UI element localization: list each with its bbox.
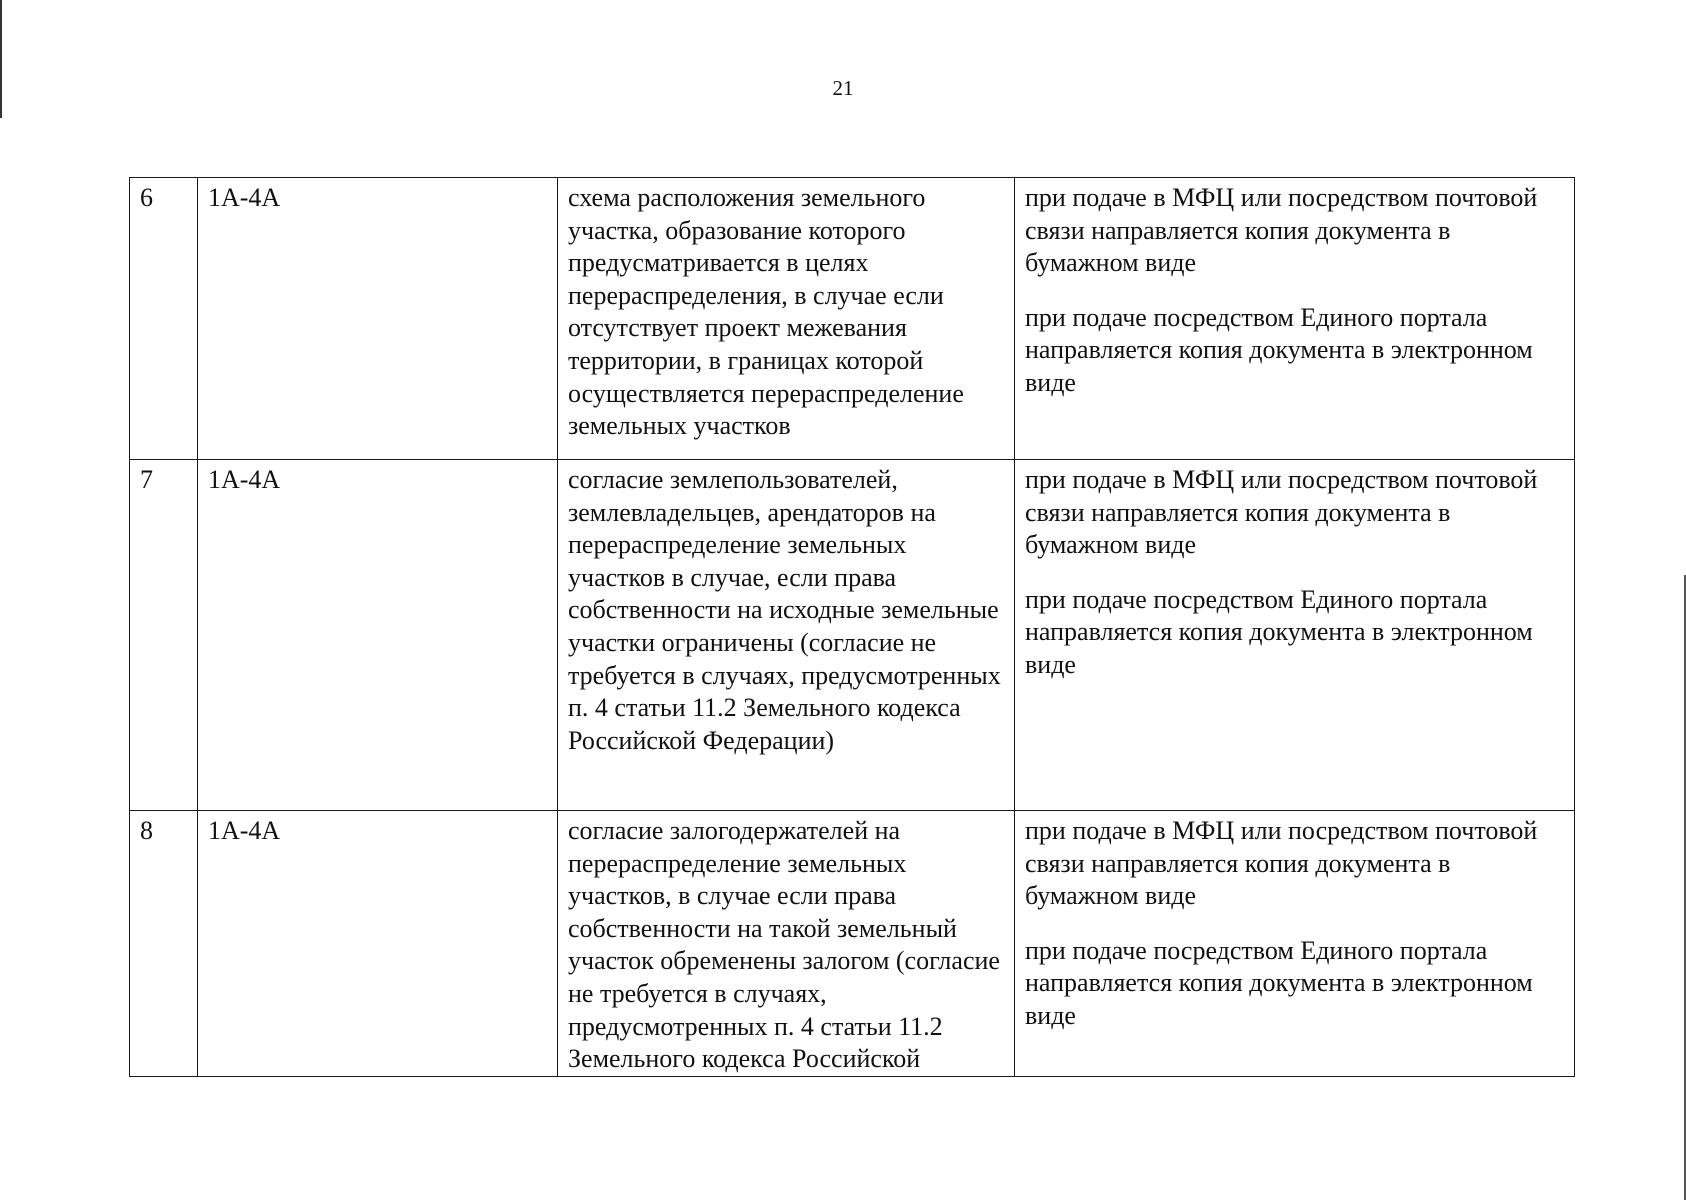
delivery-method (1015, 460, 1575, 811)
delivery-paper: при подаче в МФЦ или посредством почтовой связи направляется копия документа в бумажном виде (1025, 465, 1538, 560)
document-description: схема расположения земельного участка, образование которого предусматривается в целях перераспределения, в случае если отсутствует проект межевания территории, в границах которой осуществляется перераспределение земельных участков (558, 178, 1015, 460)
table-row (130, 178, 1575, 460)
document-code: 1А-4А (198, 178, 558, 460)
page-number: 21 (832, 76, 854, 100)
delivery-electronic: при подаче посредством Единого портала направляется копия документа в электронном виде (1025, 302, 1533, 397)
delivery-paper: при подаче в МФЦ или посредством почтовой связи направляется копия документа в бумажном виде (1025, 816, 1538, 911)
row-number: 6 (130, 178, 198, 460)
delivery-method (1015, 178, 1575, 460)
delivery-paper: при подаче в МФЦ или посредством почтовой связи направляется копия документа в бумажном виде (1025, 183, 1538, 278)
row-number: 7 (130, 460, 198, 811)
document-table (129, 177, 1575, 1077)
scan-edge-left (0, 0, 2, 118)
document-description: согласие землепользователей, землевладельцев, арендаторов на перераспределение земельных участков в случае, если права собственности на исходные земельные участки ограничены (согласие не требуется в случаях, предусмотренных п. 4 статьи 11.2 Земельного кодекса Российской Федерации) (558, 460, 1015, 811)
delivery-electronic: при подаче посредством Единого портала направляется копия документа в электронном виде (1025, 584, 1533, 679)
document-description: согласие залогодержателей на перераспределение земельных участков, в случае если права собственности на такой земельный участок обременены залогом (согласие не требуется в случаях, предусмотренных п. 4 статьи 11.2 Земельного кодекса Российской (558, 811, 1015, 1077)
row-number: 8 (130, 811, 198, 1077)
document-code: 1А-4А (198, 811, 558, 1077)
delivery-method (1015, 811, 1575, 1077)
table-row (130, 811, 1575, 1077)
document-code: 1А-4А (198, 460, 558, 811)
table-row (130, 460, 1575, 811)
delivery-electronic: при подаче посредством Единого портала направляется копия документа в электронном виде (1025, 935, 1533, 1030)
